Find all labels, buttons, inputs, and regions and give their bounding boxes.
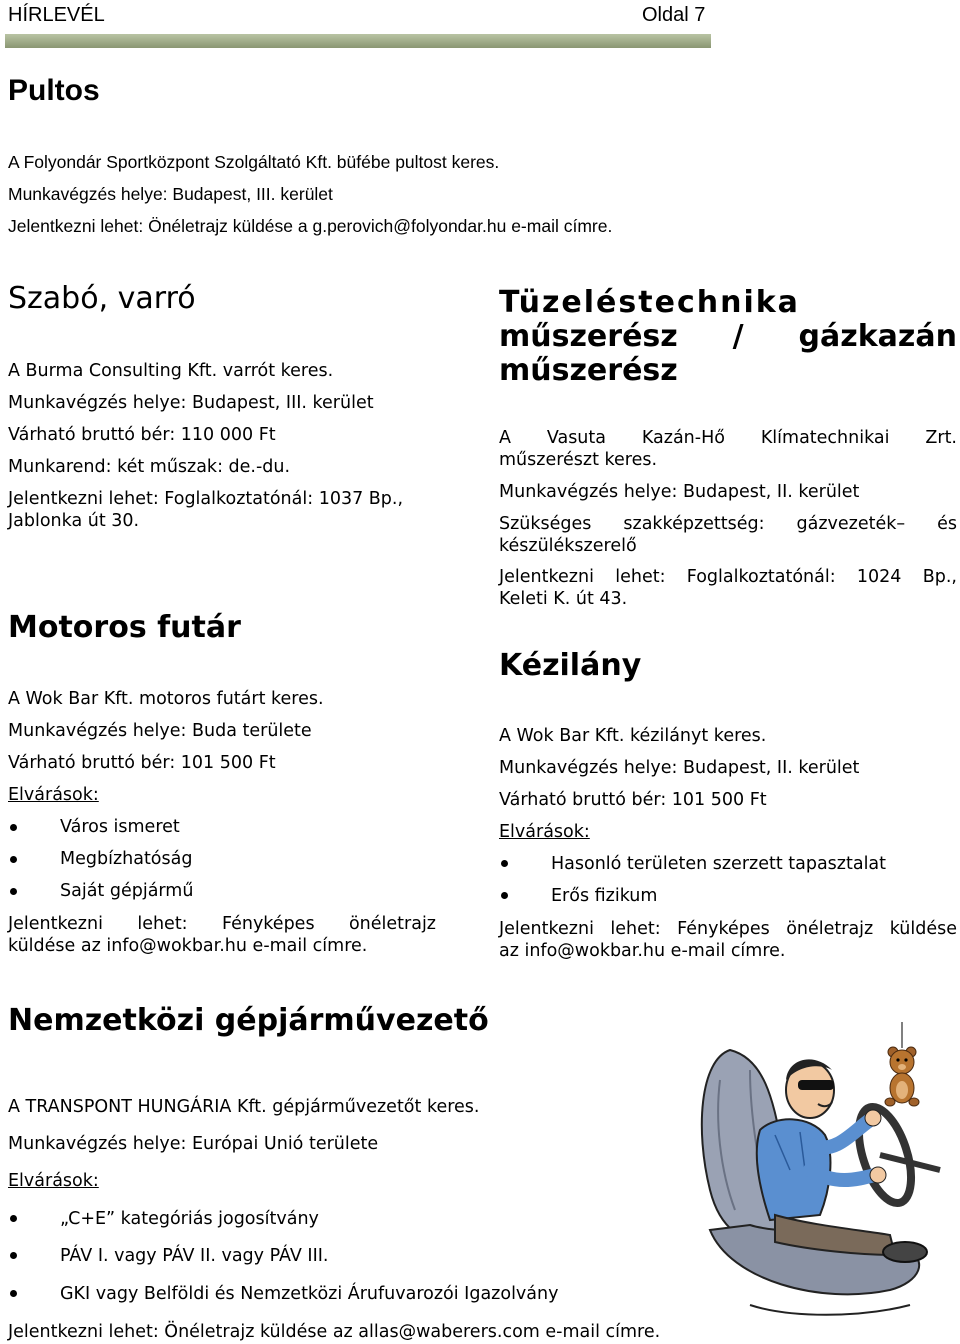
kezilany-apply: Jelentkezni lehet: Fényképes önéletrajz küldése <box>499 919 957 939</box>
motoros-line: Várható bruttó bér: 101 500 Ft <box>8 753 276 773</box>
motoros-requirement: Saját gépjármű <box>60 881 194 901</box>
nemzetkozi-requirement: GKI vagy Belföldi és Nemzetközi Árufuvarozói Igazolvány <box>60 1284 559 1304</box>
motoros-line: A Wok Bar Kft. motoros futárt keres. <box>8 689 324 709</box>
nemzetkozi-requirement: „C+E” kategóriás jogosítvány <box>60 1209 319 1229</box>
pultos-line: Munkavégzés helye: Budapest, III. kerület <box>8 184 333 204</box>
tuzeles-place: Munkavégzés helye: Budapest, II. kerület <box>499 482 860 502</box>
motoros-apply: Jelentkezni lehet: Fényképes önéletrajz <box>8 914 436 934</box>
pultos-line: A Folyondár Sportközpont Szolgáltató Kft. büfébe pultost keres. <box>8 152 500 172</box>
nemzetkozi-requirement: PÁV I. vagy PÁV II. vagy PÁV III. <box>60 1246 329 1266</box>
szabo-line: Jablonka út 30. <box>8 511 140 531</box>
tuzeles-apply: Keleti K. út 43. <box>499 589 628 609</box>
motoros-title: Motoros futár <box>8 610 241 645</box>
szabo-line: Munkarend: két műszak: de.-du. <box>8 457 291 477</box>
szabo-line: Várható bruttó bér: 110 000 Ft <box>8 425 276 445</box>
tuzeles-title: Tüzeléstechnika <box>499 285 800 320</box>
bullet <box>10 1215 17 1222</box>
tuzeles-skill: készülékszerelő <box>499 536 637 556</box>
nemzetkozi-line: Munkavégzés helye: Európai Unió területe <box>8 1134 379 1154</box>
header-rule <box>5 34 711 48</box>
kezilany-title: Kézilány <box>499 648 642 683</box>
driver-illustration <box>690 1020 960 1320</box>
szabo-line: A Burma Consulting Kft. varrót keres. <box>8 361 334 381</box>
motoros-apply: küldése az info@wokbar.hu e-mail címre. <box>8 936 368 956</box>
bullet <box>501 860 508 867</box>
bullet <box>501 892 508 899</box>
bullet <box>10 856 17 863</box>
motoros-requirement: Város ismeret <box>60 817 180 837</box>
kezilany-line: Munkavégzés helye: Budapest, II. kerület <box>499 758 860 778</box>
pultos-line: Jelentkezni lehet: Önéletrajz küldése a g.perovich@folyondar.hu e-mail címre. <box>8 216 613 236</box>
tuzeles-title: műszerész / gázkazán <box>499 319 957 354</box>
kezilany-requirement: Erős fizikum <box>551 886 658 906</box>
nemzetkozi-line: A TRANSPONT HUNGÁRIA Kft. gépjárművezetőt keres. <box>8 1097 480 1117</box>
bullet <box>10 824 17 831</box>
nemzetkozi-title: Nemzetközi gépjárművezető <box>8 1003 489 1038</box>
kezilany-line: A Wok Bar Kft. kézilányt keres. <box>499 726 767 746</box>
motoros-requirement: Megbízhatóság <box>60 849 193 869</box>
tuzeles-company: műszerészt keres. <box>499 450 658 470</box>
kezilany-line: Várható bruttó bér: 101 500 Ft <box>499 790 767 810</box>
nemzetkozi-requirements-label: Elvárások: <box>8 1171 99 1191</box>
kezilany-requirements-label: Elvárások: <box>499 822 590 842</box>
motoros-line: Munkavégzés helye: Buda területe <box>8 721 312 741</box>
newsletter-title: HÍRLEVÉL <box>8 4 105 26</box>
szabo-line: Munkavégzés helye: Budapest, III. kerület <box>8 393 374 413</box>
motoros-requirements-label: Elvárások: <box>8 785 99 805</box>
bullet <box>10 1252 17 1259</box>
szabo-line: Jelentkezni lehet: Foglalkoztatónál: 1037 Bp., <box>8 489 404 509</box>
tuzeles-apply: Jelentkezni lehet: Foglalkoztatónál: 1024 Bp., <box>499 567 957 587</box>
bear-icon <box>885 1047 919 1106</box>
tuzeles-skill: Szükséges szakképzettség: gázvezeték– és <box>499 514 957 534</box>
kezilany-requirement: Hasonló területen szerzett tapasztalat <box>551 854 887 874</box>
nemzetkozi-apply: Jelentkezni lehet: Önéletrajz küldése az allas@waberers.com e-mail címre. <box>8 1322 661 1342</box>
kezilany-apply: az info@wokbar.hu e-mail címre. <box>499 941 786 961</box>
szabo-title: Szabó, varró <box>8 281 196 316</box>
tuzeles-company: A Vasuta Kazán-Hő Klímatechnikai Zrt. <box>499 428 957 448</box>
page-number: Oldal 7 <box>642 4 706 26</box>
tuzeles-title: műszerész <box>499 353 678 388</box>
bullet <box>10 888 17 895</box>
bullet <box>10 1290 17 1297</box>
pultos-title: Pultos <box>8 74 100 107</box>
